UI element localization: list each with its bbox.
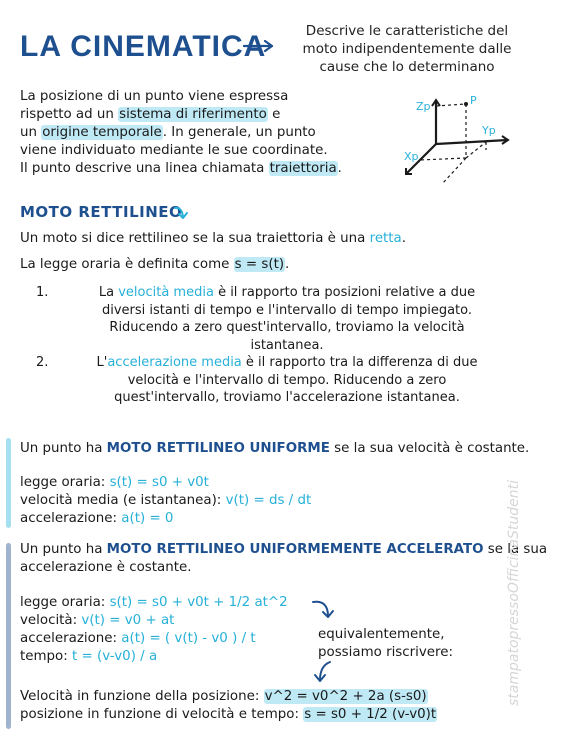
curved-arrow-icon xyxy=(172,204,192,224)
intro-paragraph xyxy=(20,88,400,178)
uniform-motion-definition: Un punto ha MOTO RETTILINEO UNIFORME se la sua velocità è costante. xyxy=(20,441,530,456)
axis-label-x: Xp xyxy=(404,150,419,163)
numbered-list xyxy=(36,284,532,407)
intro-line: rispetto ad un sistema di riferimento e xyxy=(20,107,281,122)
formula-row: Velocità in funzione della posizione: v^2 = v0^2 + 2a (s-s0) xyxy=(20,689,427,704)
desc-line: moto indipendentemente dalle xyxy=(302,41,512,57)
list-item: 1. La velocità media è il rapporto tra posizioni relative a due diversi istanti di tempo e l'intervallo di tempo impiegato. Riducendo a zero quest'intervallo, troviamo la velocità istantanea. xyxy=(36,285,476,353)
term-accelerazione-media: accelerazione media xyxy=(107,355,242,370)
coordinate-axes-diagram xyxy=(402,92,514,190)
axis-label-z: Zp xyxy=(416,100,431,113)
legge-oraria-line: La legge oraria è definita come s = s(t). xyxy=(20,257,290,272)
section-bar-uniform xyxy=(6,438,11,528)
desc-line: Descrive le caratteristiche del xyxy=(305,23,509,39)
formula-row: legge oraria: s(t) = s0 + v0t xyxy=(20,475,209,490)
accelerated-formulas xyxy=(20,594,320,666)
section-heading-moto-rettilineo: MOTO RETTILINEO xyxy=(20,203,183,221)
formula-row: velocità: v(t) = v0 + at xyxy=(20,613,175,628)
section-bar-accelerated xyxy=(6,543,11,729)
desc-line: cause che lo determinano xyxy=(319,59,495,75)
list-item: 2. L'accelerazione media è il rapporto tra la differenza di due velocità e l'intervallo di tempo. Riducendo a zero quest'intervallo, troviamo l'accelerazione istantanea. xyxy=(36,355,478,405)
moto-rettilineo-definition: Un moto si dice rettilineo se la sua traiettoria è una retta. xyxy=(20,231,407,246)
watermark: stampatopressoOfficinaStudenti xyxy=(506,480,522,706)
highlight-formula: v^2 = v0^2 + 2a (s-s0) xyxy=(264,689,427,704)
curved-arrow-icon xyxy=(312,660,338,686)
axis-label-y: Yp xyxy=(482,124,496,137)
highlight-term: origine temporale xyxy=(42,125,162,140)
intro-line: La posizione di un punto viene espressa xyxy=(20,89,289,104)
formula-row: accelerazione: a(t) = 0 xyxy=(20,511,174,526)
uniform-formulas xyxy=(20,474,560,528)
intro-line: Il punto descrive una linea chiamata traiettoria. xyxy=(20,161,342,176)
term-moto-uniforme: MOTO RETTILINEO UNIFORME xyxy=(106,441,330,456)
formula-row: accelerazione: a(t) = ( v(t) - v0 ) / t xyxy=(20,631,256,646)
term-moto-accelerato: MOTO RETTILINEO UNIFORMEMENTE ACCELERATO xyxy=(106,542,484,557)
formula-row: tempo: t = (v-v0) / a xyxy=(20,649,158,664)
page-title: LA CINEMATICA xyxy=(20,30,267,63)
accelerated-motion-definition: Un punto ha MOTO RETTILINEO UNIFORMEMENTE ACCELERATO se la sua accelerazione è costante. xyxy=(20,542,548,575)
title-description xyxy=(282,22,532,76)
intro-line: viene individuato mediante le sue coordinate. xyxy=(20,143,328,158)
arrow-right-icon xyxy=(242,38,276,54)
highlight-term: traiettoria xyxy=(269,161,337,176)
formula-row: posizione in funzione di velocità e tempo: s = s0 + 1/2 (v-v0)t xyxy=(20,707,437,722)
highlight-formula: s = s(t) xyxy=(234,257,285,272)
term-velocita-media: velocità media xyxy=(118,285,214,300)
highlight-term: sistema di riferimento xyxy=(119,107,267,122)
highlight-formula: s = s0 + 1/2 (v-v0)t xyxy=(304,707,437,722)
formula-row: legge oraria: s(t) = s0 + v0t + 1/2 at^2 xyxy=(20,595,288,610)
formula-row: velocità media (e istantanea): v(t) = ds / dt xyxy=(20,493,312,508)
point-label-p: P xyxy=(470,94,477,107)
curved-arrow-icon xyxy=(310,596,338,622)
equivalence-note: equivalentemente, possiamo riscrivere: xyxy=(318,627,453,660)
rewritten-formulas xyxy=(20,688,565,724)
intro-line: un origine temporale. In generale, un punto xyxy=(20,125,316,140)
term-retta: retta xyxy=(369,231,402,246)
